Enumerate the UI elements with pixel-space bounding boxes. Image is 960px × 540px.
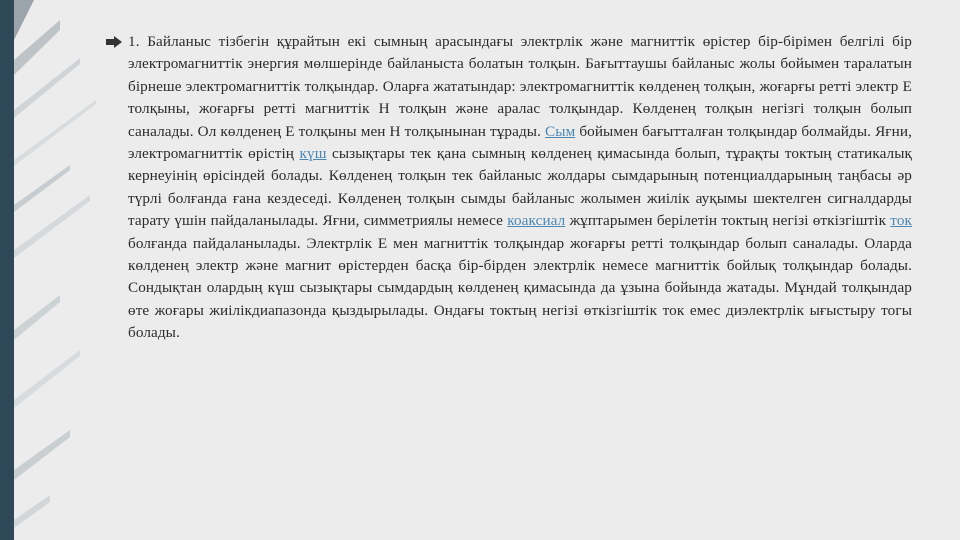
paragraph-text-4: сызықтары тек қана сымның көлденең қимасында болып, тұрақты токтың статикалық кернеуінің өрісіндей болады. Көлденең толқын тек байланыс жолдары сымдарының потенциалдарының таңбасы әр түрлі болғанда ғана кездеседі. Көлденең толқын сымды байланыс жолымен жиілік ауқымы шектелген сигналдарды тарату үшін пайдаланылады. Яғни, симметриялы немесе [128, 145, 912, 230]
hyperlink-3[interactable]: күш [299, 145, 327, 163]
hyperlink-5[interactable]: коаксиал [507, 212, 566, 230]
arrow-bullet-icon [106, 35, 122, 49]
bullet-item [106, 31, 912, 345]
paragraph-text-6: жұптарымен берілетін токтың негізі өткізгіштік [565, 212, 891, 230]
paragraph-text-0: 1. Байланыс тізбегін құрайтын екі сымның арасындағы электрлік және магниттік өрістер бір-бірімен белгілі бір электромагниттік энергия мөлшерінде байланыста болатын толқын. Бағыттаушы байланыс жолы бойымен таралатын бірнеше электромагниттік толқындар. Оларға жататындар: электромагниттік көлденең толқын, жоғарғы ретті электр Е толқыны, жоғарғы ретті магниттік Н толқын және аралас толқындар. Көлденең толқын негізгі толқын болып саналады. Ол көлденең Е толқыны мен Н толқынынан тұрады. [128, 33, 912, 140]
paragraph-text-8: болғанда пайдаланылады. Электрлік Е мен магниттік толқындар жоғарғы ретті толқындар болып саналады. Оларда көлденең электр және магнит өрістерден басқа бір-бірден электрлік немесе магниттік бойлық толқындар болады. Сондықтан олардың күш сызықтары сымдардың көлденең қимасында да ұзына бойында жатады. Мұндай толқындар өте жоғары жиілікдиапазонда қыздырылады. Ондағы токтың негізі өткізгіштік ток емес диэлектрлік ығыстыру тогы болады. [128, 234, 912, 342]
decorative-stripes [0, 0, 100, 540]
hyperlink-1[interactable]: Сым [545, 122, 576, 140]
paragraph-text-2: бойымен бағытталған толқындар болмайды. Яғни, электромагниттік өрістің [128, 122, 912, 163]
hyperlink-7[interactable]: ток [890, 212, 912, 230]
body-paragraph [128, 31, 912, 345]
slide-content [106, 31, 912, 345]
